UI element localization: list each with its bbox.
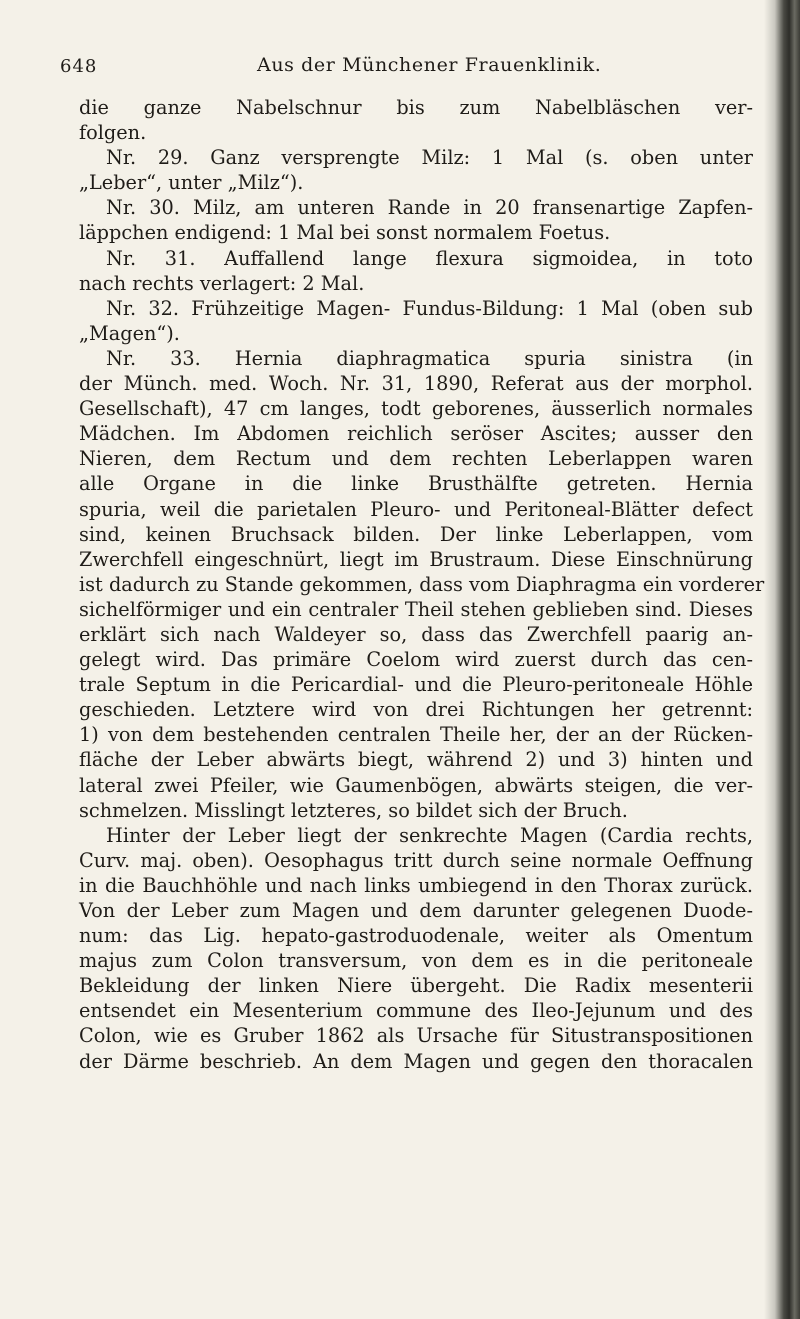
text-line: sind, keinen Bruchsack bilden. Der linke Leberlappen, vom: [79, 522, 753, 546]
text-line: läppchen endigend: 1 Mal bei sonst normalem Foetus.: [79, 221, 611, 245]
text-line: „Leber“, unter „Milz“).: [79, 171, 304, 195]
text-line: gelegt wird. Das primäre Coelom wird zuerst durch das cen-: [79, 648, 753, 672]
text-line: num: das Lig. hepato-gastroduodenale, weiter als Omentum: [79, 924, 753, 948]
running-head: Aus der Münchener Frauenklinik.: [257, 54, 602, 76]
book-edge-shadow: [764, 0, 800, 1319]
text-line: Zwerchfell eingeschnürt, liegt im Brustraum. Diese Einschnürung: [79, 547, 753, 571]
text-line: folgen.: [79, 121, 147, 145]
text-line: entsendet ein Mesenterium commune des Ileo-Jejunum und des: [79, 999, 753, 1023]
text-line: Nr. 30. Milz, am unteren Rande in 20 fransenartige Zapfen-: [106, 196, 753, 220]
text-line: 1) von dem bestehenden centralen Theile her, der an der Rücken-: [79, 723, 753, 747]
text-line: lateral zwei Pfeiler, wie Gaumenbögen, abwärts steigen, die ver-: [79, 773, 753, 797]
text-line: „Magen“).: [79, 321, 180, 345]
text-line: fläche der Leber abwärts biegt, während 2) und 3) hinten und: [79, 748, 753, 772]
text-line: ist dadurch zu Stande gekommen, dass vom Diaphragma ein vorderer: [79, 572, 765, 596]
text-line: Nr. 33. Hernia diaphragmatica spuria sinistra (in: [106, 346, 753, 370]
text-line: Curv. maj. oben). Oesophagus tritt durch seine normale Oeffnung: [79, 848, 753, 872]
text-line: majus zum Colon transversum, von dem es in die peritoneale: [79, 949, 753, 973]
text-line: Gesellschaft), 47 cm langes, todt geborenes, äusserlich normales: [79, 397, 753, 421]
text-line: der Münch. med. Woch. Nr. 31, 1890, Referat aus der morphol.: [79, 372, 753, 396]
text-line: Colon, wie es Gruber 1862 als Ursache für Situstranspositionen: [79, 1024, 753, 1048]
text-line: der Därme beschrieb. An dem Magen und gegen den thoracalen: [79, 1049, 753, 1073]
text-line: Mädchen. Im Abdomen reichlich seröser Ascites; ausser den: [79, 422, 753, 446]
text-line: Nr. 29. Ganz versprengte Milz: 1 Mal (s. oben unter: [106, 146, 753, 170]
page-number: 648: [60, 56, 98, 77]
text-line: Nr. 31. Auffallend lange flexura sigmoidea, in toto: [106, 246, 753, 270]
text-line: alle Organe in die linke Brusthälfte getreten. Hernia: [79, 472, 753, 496]
body-text: [79, 95, 765, 1074]
text-line: Hinter der Leber liegt der senkrechte Magen (Cardia rechts,: [106, 823, 753, 847]
text-line: Nr. 32. Frühzeitige Magen- Fundus-Bildung: 1 Mal (oben sub: [106, 296, 753, 320]
text-line: sichelförmiger und ein centraler Theil stehen geblieben sind. Dieses: [79, 597, 753, 621]
page-header: [0, 50, 800, 80]
text-line: die ganze Nabelschnur bis zum Nabelbläschen ver-: [79, 96, 753, 119]
text-line: erklärt sich nach Waldeyer so, dass das Zwerchfell paarig an-: [79, 622, 753, 646]
text-line: nach rechts verlagert: 2 Mal.: [79, 271, 365, 295]
text-line: spuria, weil die parietalen Pleuro- und Peritoneal-Blätter defect: [79, 497, 753, 521]
text-line: schmelzen. Misslingt letzteres, so bildet sich der Bruch.: [79, 798, 628, 822]
text-line: geschieden. Letztere wird von drei Richtungen her getrennt:: [79, 698, 753, 722]
text-line: trale Septum in die Pericardial- und die Pleuro-peritoneale Höhle: [79, 673, 753, 697]
text-line: Von der Leber zum Magen und dem darunter gelegenen Duode-: [79, 899, 753, 922]
text-line: in die Bauchhöhle und nach links umbiegend in den Thorax zurück.: [79, 873, 753, 897]
text-line: Bekleidung der linken Niere übergeht. Die Radix mesenterii: [79, 974, 753, 998]
text-line: Nieren, dem Rectum und dem rechten Leberlappen waren: [79, 447, 753, 471]
